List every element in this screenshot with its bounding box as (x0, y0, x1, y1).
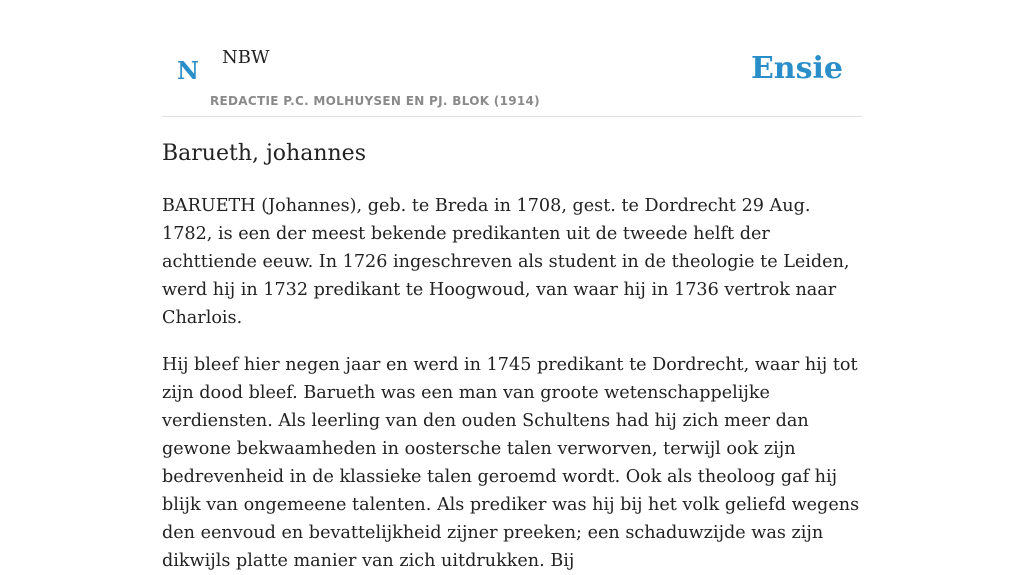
source-title[interactable]: NBW (222, 47, 270, 68)
article-title: Barueth, johannes (162, 141, 366, 166)
brand-logo[interactable]: Ensie (750, 51, 843, 86)
article (162, 138, 862, 575)
header (162, 0, 862, 117)
source-subtitle: REDACTIE P.C. MOLHUYSEN EN PJ. BLOK (1914) (210, 94, 540, 108)
source-logo[interactable]: N (177, 56, 199, 85)
article-paragraph: BARUETH (Johannes), geb. te Breda in 1708, gest. te Dordrecht 29 Aug. 1782, is een der meest bekende predikanten uit de tweede helft der achttiende eeuw. In 1726 ingeschreven als student in de theologie te Leiden, werd hij in 1732 predikant te Hoogwoud, van waar hij in 1736 vertrok naar Charlois. (162, 196, 850, 328)
article-paragraph: Hij bleef hier negen jaar en werd in 1745 predikant te Dordrecht, waar hij tot zijn dood bleef. Barueth was een man van groote wetenschappelijke verdiensten. Als leerling van den ouden Schultens had hij zich meer dan gewone bekwaamheden in oostersche talen verworven, terwijl ook zijn bedrevenheid in de klassieke talen geroemd wordt. Ook als theoloog gaf hij blijk van ongemeene talenten. Als prediker was hij bij het volk geliefd wegens den eenvoud en bevattelijkheid zijner preeken; een schaduwzijde was zijn dikwijls platte manier van zich uitdrukken. Bij (162, 355, 860, 571)
